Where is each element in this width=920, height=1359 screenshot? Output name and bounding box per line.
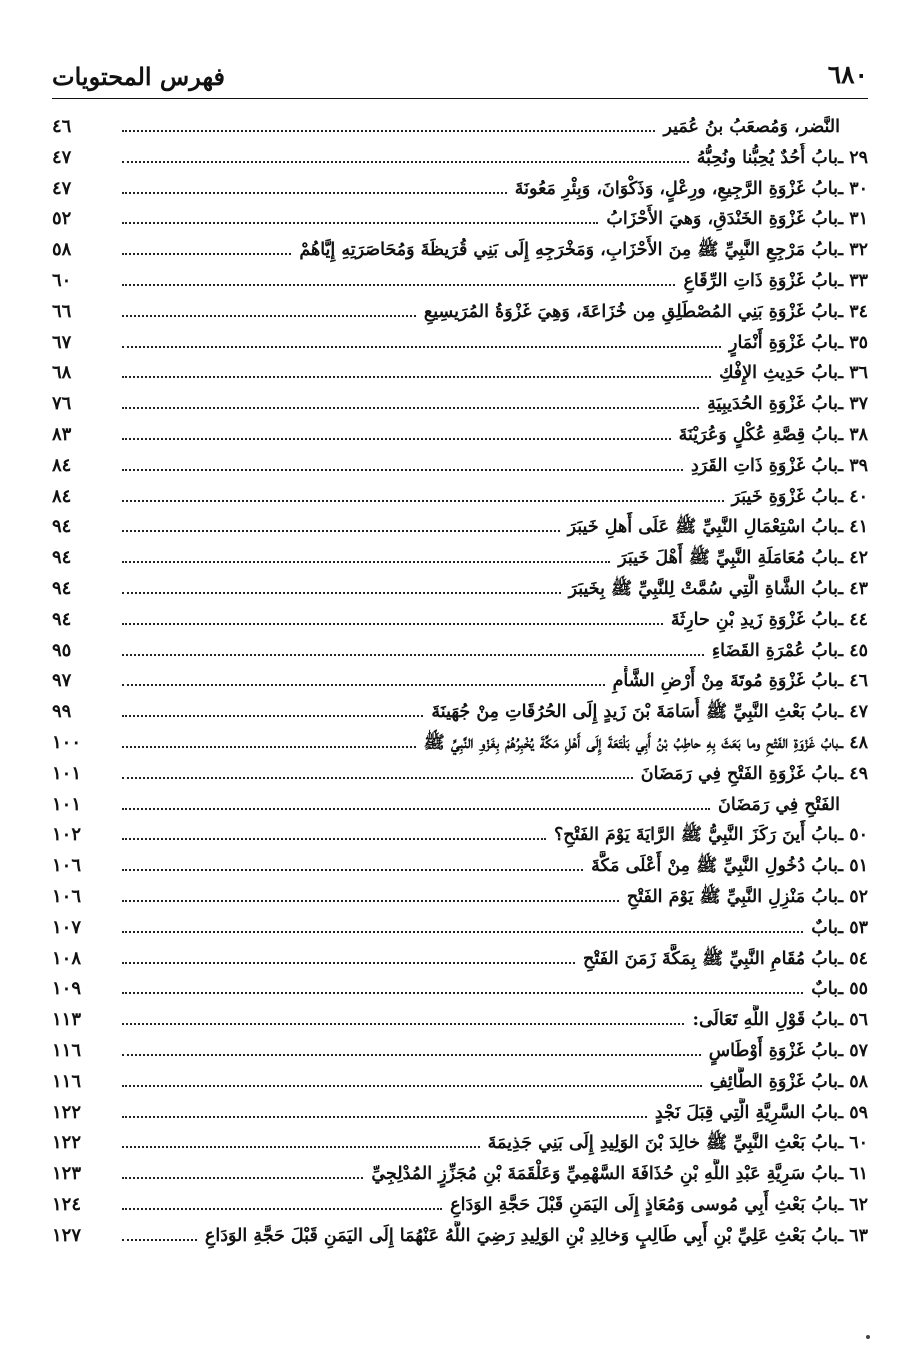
page-number: ٦٨٠ xyxy=(827,60,868,89)
entry-page-number: ١١٣ xyxy=(52,1009,82,1031)
entry-number: ٦٢ ـ xyxy=(837,1194,868,1215)
entry-title: بابُ قَوْلِ اللَّهِ تَعَالَى: xyxy=(692,1010,838,1031)
toc-entry xyxy=(52,235,868,266)
toc-entry xyxy=(52,512,868,543)
entry-page-number: ٩٥ xyxy=(52,639,72,661)
toc-entry xyxy=(52,389,868,420)
entry-title: بابُ غَزْوَةِ ذَاتِ الرِّقَاعِ xyxy=(683,270,838,291)
entry-title: بابُ الشَّاةِ الَّتِي سُمَّتْ لِلنَّبِيِّ ﷺ بِخَيبَرَ xyxy=(568,578,838,599)
entry-page-number: ٨٤ xyxy=(52,485,72,507)
dot-leader xyxy=(122,1116,647,1118)
entry-title: بابُ سَرِيَّةِ عَبْدِ اللَّهِ بْنِ حُذَافَةَ السَّهْمِيِّ وَعَلْقَمَةَ بْنِ مُجَزِّزٍ المُدْلِجِيِّ xyxy=(371,1164,838,1185)
toc-entry xyxy=(52,728,868,759)
toc-entry xyxy=(52,1221,868,1252)
entry-number: ٥٥ ـ xyxy=(837,979,868,1000)
toc-entry xyxy=(52,328,868,359)
toc-entry xyxy=(52,605,868,636)
entry-page-number: ١٠٦ xyxy=(52,885,82,907)
entry-number: ٣٤ ـ xyxy=(837,301,868,322)
entry-title: بابُ غَزْوَةِ مُوتَةَ مِنْ أَرْضِ الشَّأْمِ xyxy=(612,671,838,692)
entry-title: بابُ عُمْرَةِ القَضَاءِ xyxy=(711,640,838,661)
entry-number: ٦٣ ـ xyxy=(837,1225,868,1246)
dot-leader xyxy=(122,438,671,440)
dot-leader xyxy=(122,130,655,132)
entry-page-number: ٩٤ xyxy=(52,547,72,569)
entry-title: بابُ مُقَامِ النَّبِيِّ ﷺ بِمَكَّةَ زَمَنَ الفَتْحِ xyxy=(583,948,838,969)
entry-number: ٤٥ ـ xyxy=(837,640,868,661)
toc-entry xyxy=(52,297,868,328)
toc-entry xyxy=(52,790,868,821)
entry-title: بابُ قِصَّةِ عُكْلٍ وَعُرَيْنَةَ xyxy=(678,424,838,445)
dot-leader xyxy=(122,222,598,224)
entry-title: بابُ غَزْوَةِ زَيدِ بْنِ حارِثَةَ xyxy=(670,609,838,630)
toc-entry xyxy=(52,1005,868,1036)
entry-number: ٣٩ ـ xyxy=(837,455,868,476)
entry-title: بابُ حَدِيثِ الإِفْكِ xyxy=(719,363,838,384)
entry-page-number: ١١٦ xyxy=(52,1039,82,1061)
dot-leader xyxy=(122,376,711,378)
entry-number: ٤٦ ـ xyxy=(837,671,868,692)
toc-entry xyxy=(52,636,868,667)
entry-number: ٥٣ ـ xyxy=(837,917,868,938)
running-title: فهرس المحتويات xyxy=(52,62,226,91)
toc-entry xyxy=(52,112,868,143)
entry-page-number: ٩٩ xyxy=(52,701,72,723)
entry-number: ٣٢ ـ xyxy=(837,240,868,261)
entry-number: ٥٦ ـ xyxy=(837,1010,868,1031)
entry-page-number: ٦٠ xyxy=(52,269,72,291)
entry-page-number: ١١٦ xyxy=(52,1070,82,1092)
dot-leader xyxy=(122,346,721,348)
entry-number: ٤٣ ـ xyxy=(837,578,868,599)
entry-title: بابُ أَينَ رَكَزَ النَّبِيُّ ﷺ الرَّايَةَ يَوْمَ الفَتْحِ؟ xyxy=(554,825,838,846)
toc-entry xyxy=(52,1159,868,1190)
entry-page-number: ٨٣ xyxy=(52,423,72,445)
entry-page-number: ٥٨ xyxy=(52,239,72,261)
entry-page-number: ١٠٢ xyxy=(52,824,82,846)
entry-title: بابُ غَزْوَةِ الفَتْحِ وما بَعَثَ بِهِ حاطِبُ بْنُ أَبِي بَلْتَعَةَ إِلَى أَهْلِ مَكَّةَ يُخْبِرُهُمْ بِغَزْوِ النَّبِيِّ ﷺ xyxy=(423,732,838,753)
entry-page-number: ٥٢ xyxy=(52,208,72,230)
entry-number: ٣٠ ـ xyxy=(837,178,868,199)
entry-page-number: ٩٤ xyxy=(52,608,72,630)
entry-page-number: ٩٤ xyxy=(52,516,72,538)
entry-title: بابُ مُعَامَلَةِ النَّبِيِّ ﷺ أَهْلَ خَيبَرَ xyxy=(618,548,838,569)
entry-title: بابُ السَّرِيَّةِ الَّتِي قِبَلَ نَجْدٍ xyxy=(654,1102,838,1123)
toc-entry xyxy=(52,451,868,482)
entry-title: بابُ بَعْثِ النَّبِيِّ ﷺ خالِدَ بْنَ الوَلِيدِ إِلَى بَنِي جَذِيمَةَ xyxy=(487,1133,838,1154)
dot-leader xyxy=(122,469,683,471)
toc-entry xyxy=(52,143,868,174)
entry-title: بابُ مَرْجِعِ النَّبِيِّ ﷺ مِنَ الأَحْزَابِ، وَمَخْرَجِهِ إِلَى بَنِي قُرَيظَةَ وَمُحَاصَرَتِهِ إِيَّاهُمْ xyxy=(299,240,838,261)
entry-number: ٤٤ ـ xyxy=(837,609,868,630)
dot-leader xyxy=(122,561,610,563)
dot-leader xyxy=(122,1085,702,1087)
entry-title: بابُ غَزْوَةِ خَيبَرَ xyxy=(731,486,838,507)
entry-page-number: ٦٨ xyxy=(52,362,72,384)
dot-leader xyxy=(122,284,675,286)
entry-page-number: ١٢٣ xyxy=(52,1163,82,1185)
entry-page-number: ٩٤ xyxy=(52,577,72,599)
dot-leader xyxy=(122,1239,197,1241)
entry-page-number: ٧٦ xyxy=(52,393,72,415)
entry-number: ٥٧ ـ xyxy=(837,1040,868,1061)
dot-leader xyxy=(122,931,803,933)
toc-entry xyxy=(52,420,868,451)
dot-leader xyxy=(122,962,575,964)
entry-title: بابُ اسْتِعْمَالِ النَّبِيِّ ﷺ عَلَى أَهلِ خَيبَرَ xyxy=(567,517,838,538)
dot-leader xyxy=(122,808,710,810)
dot-leader xyxy=(122,654,704,656)
entry-number: ٤٧ ـ xyxy=(837,702,868,723)
entry-page-number: ٦٦ xyxy=(52,300,72,322)
toc-entry xyxy=(52,666,868,697)
entry-page-number: ١٠٠ xyxy=(52,731,82,753)
toc-entry xyxy=(52,482,868,513)
dot-leader xyxy=(122,777,633,779)
entry-page-number: ١٠١ xyxy=(52,793,82,815)
entry-number: ٣٧ ـ xyxy=(837,394,868,415)
entry-page-number: ١٠٧ xyxy=(52,916,82,938)
entry-number: ٤٠ ـ xyxy=(837,486,868,507)
entry-number: ٥٩ ـ xyxy=(837,1102,868,1123)
dot-leader xyxy=(122,1146,480,1148)
entry-page-number: ١٢٤ xyxy=(52,1193,82,1215)
entry-number: ٣٦ ـ xyxy=(837,363,868,384)
entry-number: ٣١ ـ xyxy=(837,209,868,230)
entry-title: بابُ غَزْوَةِ أَوْطَاسٍ xyxy=(708,1040,838,1061)
entry-page-number: ١٠٦ xyxy=(52,855,82,877)
toc-entry xyxy=(52,358,868,389)
entry-title: بابُ مَنْزِلِ النَّبِيِّ ﷺ يَوْمَ الفَتْحِ xyxy=(626,886,838,907)
toc-entry xyxy=(52,1067,868,1098)
toc-entry xyxy=(52,174,868,205)
entry-number: ٦١ ـ xyxy=(837,1164,868,1185)
dot-leader xyxy=(122,623,663,625)
entry-title: بابٌ xyxy=(811,979,838,1000)
dot-leader xyxy=(122,500,724,502)
toc-entry xyxy=(52,944,868,975)
entry-title: بابُ بَعْثِ النَّبِيِّ ﷺ أُسَامَةَ بْنَ زَيدٍ إِلَى الحُرُقَاتِ مِنْ جُهَينَةَ xyxy=(431,702,838,723)
dot-leader xyxy=(122,1208,442,1210)
dot-leader xyxy=(122,253,291,255)
entry-number: ٤١ ـ xyxy=(837,517,868,538)
dot-leader xyxy=(122,746,416,748)
toc-entry xyxy=(52,266,868,297)
entry-number: ٣٨ ـ xyxy=(837,424,868,445)
entry-page-number: ١٢٢ xyxy=(52,1101,82,1123)
table-of-contents xyxy=(52,112,868,1251)
header-rule xyxy=(52,98,868,99)
entry-page-number: ٦٧ xyxy=(52,331,72,353)
entry-number: ٤٩ ـ xyxy=(837,763,868,784)
entry-page-number: ١٢٧ xyxy=(52,1224,82,1246)
dot-leader xyxy=(122,1177,363,1179)
entry-number: ٥٢ ـ xyxy=(837,886,868,907)
toc-entry xyxy=(52,913,868,944)
entry-number: ٥١ ـ xyxy=(837,856,868,877)
entry-number: ٣٥ ـ xyxy=(837,332,868,353)
entry-number: ٣٣ ـ xyxy=(837,270,868,291)
toc-entry xyxy=(52,1036,868,1067)
page-speck xyxy=(866,1335,870,1339)
toc-entry xyxy=(52,697,868,728)
entry-number: ٤٨ ـ xyxy=(837,732,868,753)
dot-leader xyxy=(122,161,689,163)
entry-page-number: ١٠١ xyxy=(52,762,82,784)
entry-title: الفَتْحِ فِي رَمَضَانَ xyxy=(718,794,840,815)
toc-entry xyxy=(52,974,868,1005)
entry-number: ٢٩ ـ xyxy=(837,147,868,168)
toc-entry xyxy=(52,759,868,790)
toc-entry xyxy=(52,574,868,605)
entry-title: بابُ بَعْثِ عَلِيِّ بْنِ أَبِي طَالِبٍ وَخالِدِ بْنِ الوَلِيدِ رَضِيَ اللَّهُ عَنْهُمَا إِلَى اليَمَنِ قَبْلَ حَجَّةِ الوَدَاعِ xyxy=(204,1225,838,1246)
toc-entry xyxy=(52,1128,868,1159)
entry-page-number: ١٢٢ xyxy=(52,1132,82,1154)
toc-entry xyxy=(52,851,868,882)
toc-entry xyxy=(52,1098,868,1129)
entry-page-number: ١٠٩ xyxy=(52,978,82,1000)
entry-number: ٥٠ ـ xyxy=(837,825,868,846)
entry-title: بابُ أُحُدٌ يُحِبُّنا ونُحِبُّهُ xyxy=(696,147,838,168)
entry-page-number: ١٠٨ xyxy=(52,947,82,969)
dot-leader xyxy=(122,192,507,194)
dot-leader xyxy=(122,1054,701,1056)
dot-leader xyxy=(122,684,605,686)
entry-title: بابُ غَزْوَةِ بَنِي المُصْطَلِقِ مِن خُزَاعَةَ، وَهِيَ غَزْوَةُ المُرَيسِيعِ xyxy=(423,301,838,322)
entry-title: بابُ دُخُولِ النَّبِيِّ ﷺ مِنْ أَعْلَى مَكَّةَ xyxy=(591,856,838,877)
toc-entry xyxy=(52,1190,868,1221)
toc-entry xyxy=(52,820,868,851)
entry-title: بابٌ xyxy=(811,917,838,938)
entry-page-number: ٤٧ xyxy=(52,146,72,168)
dot-leader xyxy=(122,315,416,317)
entry-title: بابُ بَعْثِ أَبِي مُوسى وَمُعَاذٍ إِلَى اليَمَنِ قَبْلَ حَجَّةِ الوَدَاعِ xyxy=(450,1194,838,1215)
dot-leader xyxy=(122,900,619,902)
entry-title: بابُ غَزْوَةِ الخَنْدَقِ، وَهيَ الأَحْزَابُ xyxy=(606,209,838,230)
entry-title: بابُ غَزْوَةِ الحُدَيبِيَةِ xyxy=(707,394,838,415)
dot-leader xyxy=(122,530,560,532)
dot-leader xyxy=(122,407,699,409)
entry-title: بابُ غَزْوَةِ ذَاتِ القَرَدِ xyxy=(690,455,838,476)
entry-title: بابُ غَزْوَةِ الرَّجِيعِ، ورِعْلٍ، وَذَكْوَانَ، وَبِئْرِ مَعُونَةَ xyxy=(514,178,838,199)
toc-entry xyxy=(52,543,868,574)
entry-number: ٤٢ ـ xyxy=(837,548,868,569)
entry-page-number: ٤٧ xyxy=(52,177,72,199)
entry-number: ٥٤ ـ xyxy=(837,948,868,969)
toc-entry xyxy=(52,882,868,913)
entry-number: ٥٨ ـ xyxy=(837,1071,868,1092)
entry-number: ٦٠ ـ xyxy=(837,1133,868,1154)
entry-title: بابُ غَزْوَةِ الطَّائِفِ xyxy=(709,1071,838,1092)
dot-leader xyxy=(122,715,423,717)
dot-leader xyxy=(122,838,546,840)
toc-entry xyxy=(52,204,868,235)
entry-title: بابُ غَزْوَةِ الفَتْحِ فِي رَمَضَانَ xyxy=(640,763,838,784)
dot-leader xyxy=(122,869,583,871)
page-header xyxy=(52,56,868,98)
entry-title: النَّضر، وَمُصعَبُ بنُ عُمَير xyxy=(663,117,840,137)
dot-leader xyxy=(122,992,803,994)
entry-title: بابُ غَزْوَةِ أَنْمَارٍ xyxy=(729,332,838,353)
entry-page-number: ٤٦ xyxy=(52,116,72,137)
dot-leader xyxy=(122,1023,684,1025)
dot-leader xyxy=(122,592,561,594)
entry-page-number: ٨٤ xyxy=(52,454,72,476)
entry-page-number: ٩٧ xyxy=(52,670,72,692)
